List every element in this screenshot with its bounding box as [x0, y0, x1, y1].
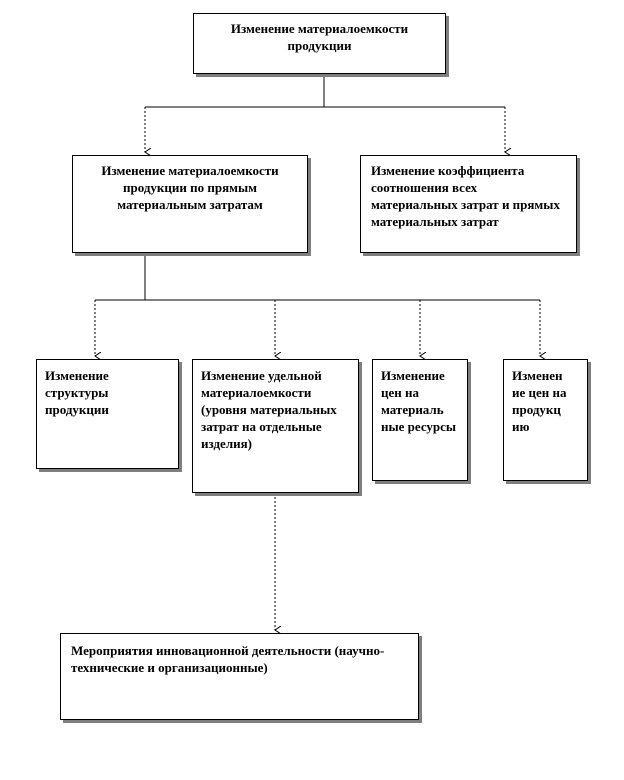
- node-specific-material: [192, 359, 359, 493]
- node-mid-right: [360, 155, 577, 253]
- node-innovation: [60, 633, 419, 720]
- node-material-prices: [372, 359, 468, 481]
- node-top-label: Изменение материалоемкости продукции: [230, 21, 409, 53]
- node-mid-left-label: Изменение материалоемкости продукции по прямым материальным затратам: [101, 163, 279, 212]
- node-material-prices-label: Изменение цен на материаль ные ресурсы: [381, 368, 457, 434]
- node-product-prices: [503, 359, 588, 481]
- node-structure: [36, 359, 179, 469]
- node-innovation-label: Мероприятия инновационной деятельности (научно-технические и организационные): [71, 643, 385, 675]
- node-mid-left: [72, 155, 308, 253]
- node-product-prices-label: Изменен ие цен на продукц ию: [512, 368, 567, 434]
- node-specific-material-label: Изменение удельной материалоемкости (уровня материальных затрат на отдельные изделия): [201, 368, 337, 451]
- node-top: [193, 13, 446, 74]
- node-mid-right-label: Изменение коэффициента соотношения всех материальных затрат и прямых материальных затрат: [371, 163, 560, 229]
- node-structure-label: Изменение структуры продукции: [45, 368, 109, 417]
